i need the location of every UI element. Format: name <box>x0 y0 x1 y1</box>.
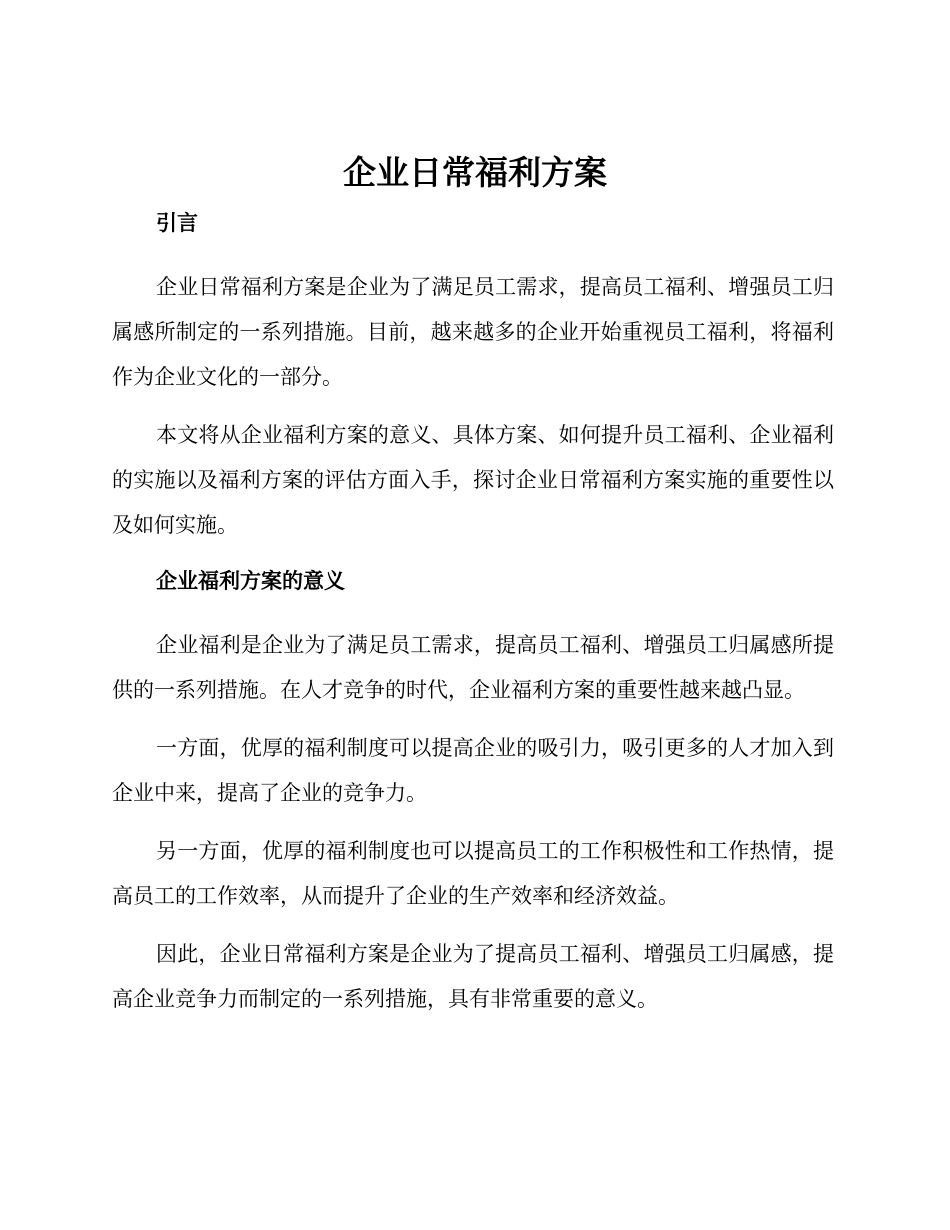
paragraph: 一方面，优厚的福利制度可以提高企业的吸引力，吸引更多的人才加入到企业中来，提高了企业的竞争力。 <box>112 736 834 805</box>
document-title: 企业日常福利方案 <box>343 153 607 192</box>
section-heading-introduction: 引言 <box>156 211 198 235</box>
paragraph: 因此，企业日常福利方案是企业为了提高员工福利、增强员工归属感，提高企业竞争力而制定的一系列措施，具有非常重要的意义。 <box>112 942 834 1011</box>
document-body <box>112 203 834 1035</box>
paragraph: 本文将从企业福利方案的意义、具体方案、如何提升员工福利、企业福利的实施以及福利方案的评估方面入手，探讨企业日常福利方案实施的重要性以及如何实施。 <box>112 423 834 537</box>
paragraph: 企业日常福利方案是企业为了满足员工需求，提高员工福利、增强员工归属感所制定的一系列措施。目前，越来越多的企业开始重视员工福利，将福利作为企业文化的一部分。 <box>112 275 834 389</box>
section-heading-significance: 企业福利方案的意义 <box>156 569 345 593</box>
paragraph: 另一方面，优厚的福利制度也可以提高员工的工作积极性和工作热情，提高员工的工作效率，从而提升了企业的生产效率和经济效益。 <box>112 839 834 908</box>
paragraph: 企业福利是企业为了满足员工需求，提高员工福利、增强员工归属感所提供的一系列措施。在人才竞争的时代，企业福利方案的重要性越来越凸显。 <box>112 633 834 702</box>
